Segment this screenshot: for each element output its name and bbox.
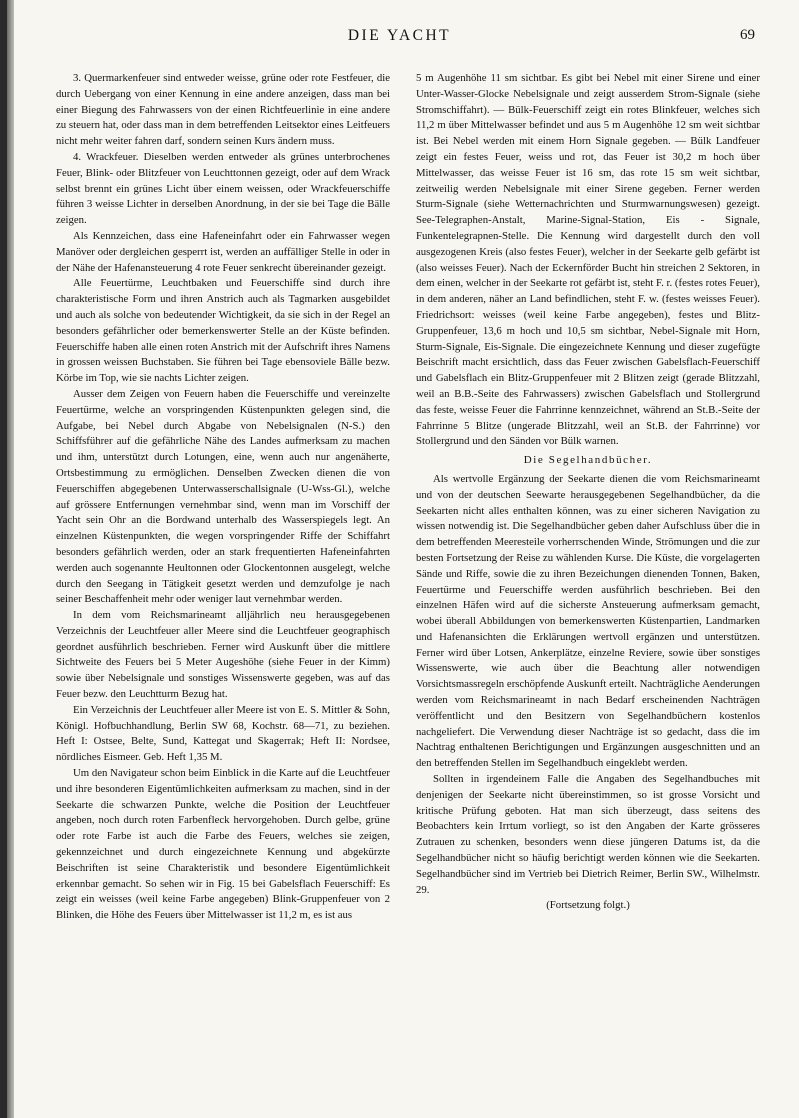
page-number: 69 <box>740 27 755 43</box>
right-column <box>416 71 760 914</box>
running-header-title: DIE YACHT <box>347 27 452 44</box>
paragraph-seekarte-leuchtfeuer: Um den Navigateur schon beim Einblick in die Karte auf die Leuchtfeuer und ihre besonderen Eigentümlichkeiten aufmerksam zu machen, sind in der Seekarte die schwarzen Punkte, welche die Position der Leuchtfeuer angeben, noch durch roten Farbenfleck hervorgehoben. Durch gelbe, grüne oder rote Farbe ist auch die Farbe des Feuers, welches sie zeigen, gekennzeichnet und durch eingezeichnete Kennung und abgekürzte Beischriften ist seine Charakteristik und besondere Eigentümlichkeit erkennbar gemacht. So sehen wir in Fig. 15 bei Gabelsflach Feuerschiff: Es zeigt ein weisses (weil keine Farbe angegeben) Blink-Gruppenfeuer von 2 Blinken, die Höhe des Feuers über Mittelwasser ist 11,2 m, es ist aus <box>56 767 390 922</box>
paragraph-verzeichnis: In dem vom Reichsmarineamt alljährlich neu herausgegebenen Verzeichnis der Leuchtfeuer aller Meere sind die Leuchtfeuer geographisch geordnet ausführlich beschrieben. Ferner wird Auskunft über die mittlere Sichtweite des Feuers bei 5 Meter Augeshöhe (siehe Feuer in der Kimm) sowie über Nebelsignale und sonstiges Wissenswerte gegeben, was auf das Feuer bezw. den Leuchtturm Bezug hat. <box>56 609 390 701</box>
left-column <box>56 71 390 924</box>
paragraph-continued: 5 m Augenhöhe 11 sm sichtbar. Es gibt bei Nebel mit einer Sirene und einer Unter-Wasser-Glocke Nebelsignale und zeigt ausserdem Strom-Signale (siehe Stromschiffahrt). — Bülk-Feuerschiff zeigt ein rotes Blinkfeuer, welches sich 11,2 m über Mittelwasser befindet und aus 5 m Augenhöhe 12 sm weit sichtbar ist. Bei Nebel werden mit einem Horn Signale gegeben. — Bülk Landfeuer zeigt ein festes Feuer, weiss und rot, das Feuer ist 30,2 m hoch über Mittelwasser, das weisse Feuer ist 16 sm, das rote 15 sm weit sichtbar, zeitweilig werden Nebelsignale mit einer Sirene gegeben. Ferner werden Sturm-Signale (siehe Wetternachrichten und Sturmwarnungswesen) gezeigt. See-Telegraphen-Anstalt, Marine-Signal-Station, Eis - Signale, Funkentelegrapnen-Stelle. Die Kennung wird dargestellt durch den voll ausgezogenen Kreis (also festes Feuer), welcher in der Seekarte gelb gefärbt ist (also weisses Feuer). Nach der Eckernförder Bucht hin streichen 2 Sektoren, in dem einen, welcher in der Seekarte rot gefärbt ist, steht F. r. (festes rotes Feuer), in dem anderen, näher an Land befindlichen, steht F. w. (festes weisses Feuer). Friedrichsort: weisses (weil keine Farbe angegeben), festes und Blitz-Gruppenfeuer, 13,6 m hoch und 10,5 sm sichtbar, Nebel-Signale mit Horn, Sturm-Signale, Eis-Signale. Die eingezeichnete Kennung und dieser zugefügte Beischrift macht ersichtlich, dass das Feuer zwischen Gabelsflach-Feuerschiff und Gabelsflach ein Blitz-Gruppenfeuer mit 2 Blitzen zeigt (gerade Blitzzahl, weil an B.B.-Seite des Fahrwassers) zwischen Gabelsflach und Stollergrund das feste, weisse Feuer die Fahrrinne kennzeichnet, während an St.B.-Seite der Fahrrinne 5 Blitze (ungerade Blitzzahl, weil an St.B. der Fahrrinne) vor Stollergrund und den Sänden vor Bülk warnen. <box>416 72 760 448</box>
closing-note: (Fortsetzung folgt.) <box>546 899 630 912</box>
paragraph-mittler: Ein Verzeichnis der Leuchtfeuer aller Meere ist von E. S. Mittler & Sohn, Königl. Hofbuchhandlung, Berlin SW 68, Kochstr. 68—71, zu beziehen. Heft I: Ostsee, Belte, Sund, Kattegat und Skagerrak; Heft II: Nordsee, nördliches Eismeer. Geb. Heft 1,35 M. <box>56 703 390 764</box>
paragraph-quermarkenfeuer: 3. Quermarkenfeuer sind entweder weisse, grüne oder rote Festfeuer, die durch Uebergang von einer Kennung in eine andere anzeigen, dass man bei einer Biegung des Fahrwassers von der einen Richtfeuerlinie in eine andere zu steuern hat, oder dass man in dem betreffenden Leitsektor eines Leitfeuers nicht mehr weiter fahren darf, sondern seinen Kurs ändern muss. <box>56 72 390 148</box>
section-heading: Die Segelhandbücher. <box>523 454 653 467</box>
page-edge-binding <box>0 0 14 1118</box>
paragraph-hafeneinfahrt: Als Kennzeichen, dass eine Hafeneinfahrt oder ein Fahrwasser wegen Manöver oder dergleichen gesperrt ist, werden an auffälliger Stelle in oder in der Nähe der Hafenansteuerung 4 rote Feuer senkrecht übereinander gezeigt. <box>56 229 390 274</box>
paragraph-tagmarken: Alle Feuertürme, Leuchtbaken und Feuerschiffe sind durch ihre charakteristische Form und ihren Anstrich auch als Tagmarken ausgebildet und auch als solche von bedeutender Wichtigkeit, da sie sich in der Regel an besonders gefährlicher oder bemerkenswerter Stelle an der Küste befinden. Feuerschiffe haben alle einen roten Anstrich mit der Aufschrift ihres Namens in grossen weissen Buchstaben. Sie führen bei Tage ebensoviele Bälle bezw. Körbe im Top, wie sie nachts Lichter zeigen. <box>56 277 390 385</box>
paragraph-segelhandbuecher: Als wertvolle Ergänzung der Seekarte dienen die vom Reichsmarineamt und von der deutschen Seewarte herausgegebenen Segelhandbücher, da die Seekarten nicht alles enthalten können, was zu einer sicheren Navigation zu wissen notwendig ist. Die Segelhandbücher geben daher Aufschluss über die in dem betreffenden Meeresteile vorherrschenden Winde, Strömungen und die zur besten Fortsetzung der Reise zu wählenden Kurse. Die Küste, die vorgelagerten Sände und Riffe, sowie die zu ihren Bezeichungen dienenden Tonnen, Baken, Feuertürme und Feuerschiffe werden ausführlich beschrieben. Bei den einzelnen Häfen wird auf die sicherste Ansteuerung aufmerksam gemacht, wobei überall Abbildungen von bemerkenswerten Küstenpartien, Landmarken und Hafenansichten die Erklärungen wertvoll ergänzen und unterstützen. Ferner wird über Lotsen, Ankerplätze, einzelne Reviere, sowie über sonstiges Wissenswerte, wie auch über die Beachtung aller notwendigen Vorsichtsmassregeln erschöpfende Auskunft erteilt. Nachträgliche Aenderungen werden vom Reichsmarineamt in nach Bedarf erscheinenden Nachträgen veröffentlicht und den Besitzern von Segelhandbüchern kostenlos nachgeliefert. Die Verwendung dieser Nachträge ist so gedacht, dass die im Nachtrag enthaltenen Berichtigungen und Ergänzungen ausgeschnitten und an den betreffenden Stellen im Segelhandbuch eingeklebt werden. <box>416 472 760 770</box>
paragraph-nebelsignale: Ausser dem Zeigen von Feuern haben die Feuerschiffe und vereinzelte Feuertürme, welche an vorspringenden Küstenpunkten gelegen sind, die Aufgabe, bei Nebel durch Abgabe von Nebelsignalen (N-S.) den Schiffsführer auf die gefährliche Nähe des Landes aufmerksam zu machen und ihm, unterstützt durch Lotungen, eine, wenn auch nur angenäherte, Ortsbestimmung zu ermöglichen. Denselben Zwecken dienen die von Feuerschiffen abgegebenen Unterwasserschallsignale (U-Wss-Gl.), welche auf grössere Entfernungen vernehmbar sind, wenn man im Vorschiff der Yacht sein Ohr an die Bordwand unterhalb des Wasserspiegels legt. An einzelnen Küstenpunkten, die wegen vorspringender Riffe der Schiffahrt besonders gefährlich werden, oder an stark frequentierten Hafeneinfahrten werden auch sogenannte Heultonnen oder Glockentonnen ausgelegt, welche durch den Seegang in Tätigkeit gesetzt werden und demzufolge je nach seiner Beschaffenheit mehr oder weniger laut vernehmbar werden. <box>56 387 390 606</box>
paragraph-wrackfeuer: 4. Wrackfeuer. Dieselben werden entweder als grünes unterbrochenes Feuer, Blink- oder Blitzfeuer von Leuchttonnen gezeigt, oder auf dem Wrack selbst brennt ein grünes Licht über einem weissen, oder Wrackfeuerschiffe führen 3 weisse Lichter in derselben Anordnung, in der sie bei Tage die Bälle zeigen. <box>56 150 390 227</box>
paragraph-abweichungen: Sollten in irgendeinem Falle die Angaben des Segelhandbuches mit denjenigen der Seekarte nicht übereinstimmen, so ist grosse Vorsicht und kritische Prüfung geboten. Hat man sich überzeugt, dass seitens des Beobachters kein Irrtum vorliegt, so ist den Angaben der Karte grösseres Zutrauen zu schenken, besonders wenn diese jüngeren Datums ist, da die Segelhandbücher nicht so häufig berichtigt werden können wie die Seekarten. Segelhandbücher sind im Vertrieb bei Dietrich Reimer, Berlin SW., Wilhelmstr. 29. <box>416 773 760 896</box>
